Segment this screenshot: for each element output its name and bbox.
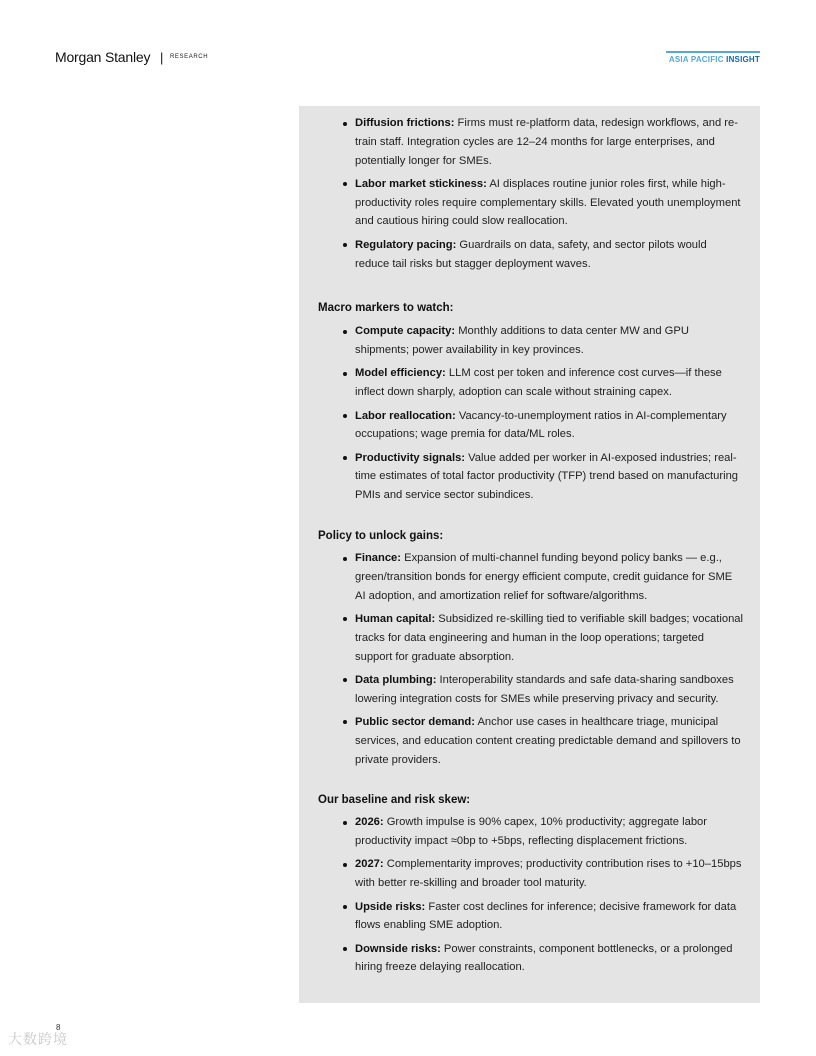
list-item: Data plumbing: Interoperability standards and safe data-sharing sandboxes lowering integration costs for SMEs while preserving privacy and security. [318, 671, 744, 709]
list-item: Finance: Expansion of multi-channel funding beyond policy banks — e.g., green/transition bonds for energy efficient compute, credit guidance for SME AI adoption, and amortization relief for software/algorithms. [318, 549, 744, 605]
list-item: Regulatory pacing: Guardrails on data, safety, and sector pilots would reduce tail risks but stagger deployment waves. [318, 236, 744, 274]
page-header [0, 0, 816, 80]
list-item: Compute capacity: Monthly additions to data center MW and GPU shipments; power availability in key provinces. [318, 322, 744, 360]
panel-content [318, 114, 744, 982]
list-item: Labor reallocation: Vacancy-to-unemployment ratios in AI-complementary occupations; wage premia for data/ML roles. [318, 407, 744, 445]
list-item: Model efficiency: LLM cost per token and inference cost curves—if these inflect down sharply, adoption can scale without straining capex. [318, 364, 744, 402]
list-item: Productivity signals: Value added per worker in AI-exposed industries; real-time estimates of total factor productivity (TFP) trend based on manufacturing PMIs and service sector subindices. [318, 449, 744, 505]
section-title-macro: Macro markers to watch: [318, 302, 454, 315]
list-item: 2026: Growth impulse is 90% capex, 10% productivity; aggregate labor productivity impact ≈0bp to +5bps, reflecting displacement frictions. [318, 813, 744, 851]
series-region: ASIA PACIFIC [668, 55, 724, 64]
frictions-list [318, 114, 744, 273]
list-item: Human capital: Subsidized re-skilling tied to verifiable skill badges; vocational tracks for data engineering and human in the loop operations; targeted support for graduate absorption. [318, 610, 744, 666]
section-title-baseline: Our baseline and risk skew: [318, 794, 471, 807]
header-separator: | [160, 50, 164, 65]
series-name: INSIGHT [726, 55, 760, 64]
list-item: Upside risks: Faster cost declines for inference; decisive framework for data flows enabling SME adoption. [318, 898, 744, 936]
section-title-policy: Policy to unlock gains: [318, 530, 444, 543]
series-rule [666, 51, 760, 53]
baseline-list [318, 813, 744, 977]
series-label [666, 51, 760, 64]
policy-list [318, 549, 744, 769]
morgan-stanley-logo: Morgan Stanley [55, 49, 151, 65]
macro-list [318, 322, 744, 505]
list-item: Diffusion frictions: Firms must re-platform data, redesign workflows, and re-train staff. Integration cycles are 12–24 months for large enterprises, and potentially longer for SMEs. [318, 114, 744, 170]
list-item: Public sector demand: Anchor use cases in healthcare triage, municipal services, and education content creating predictable demand and spillovers to private providers. [318, 713, 744, 769]
research-label: RESEARCH [170, 54, 209, 60]
list-item: 2027: Complementarity improves; productivity contribution rises to +10–15bps with better re-skilling and broader tool maturity. [318, 855, 744, 893]
sidebar-panel [299, 106, 760, 1003]
list-item: Labor market stickiness: AI displaces routine junior roles first, while high-productivity roles require complementary skills. Elevated youth unemployment and cautious hiring could slow reallocation. [318, 175, 744, 231]
page-number: 8 [56, 1023, 61, 1032]
list-item: Downside risks: Power constraints, component bottlenecks, or a prolonged hiring freeze delaying reallocation. [318, 940, 744, 978]
watermark: 大数跨境 [8, 1031, 68, 1047]
